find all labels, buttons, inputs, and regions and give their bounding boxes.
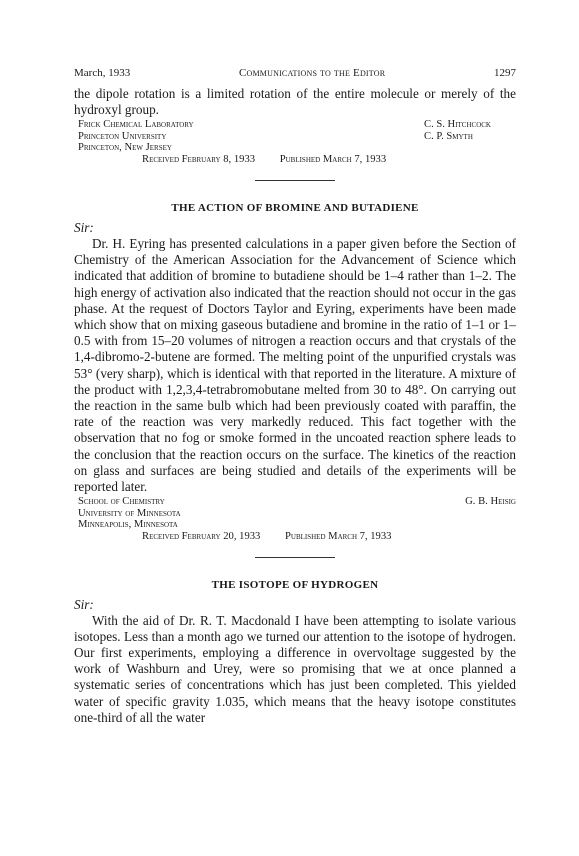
section-title: Communications to the Editor	[238, 67, 386, 79]
letter2-dates	[74, 531, 516, 543]
letter1-continuation: the dipole rotation is a limited rotation of the entire molecule or merely of the hydroxyl group.	[74, 86, 516, 118]
running-head	[74, 66, 516, 80]
letter2-body: Dr. H. Eyring has presented calculations in a paper given before the Section of Chemistry of the American Association for the Advancement of Science which indicated that addition of bromine to butadiene should be 1–4 rather than 1–2. The high energy of activation also indicated that the reaction should not occur in the gas phase. At the request of Doctors Taylor and Eyring, experiments have been made which show that on mixing gaseous butadiene and bromine in the ratio of 1–1 or 1–0.5 with from 15–20 volumes of nitrogen a reaction occurs and that crystals of the 1,4-dibromo-2-butene are formed. The melting point of the unpurified crystals was 53° (very sharp), which is identical with that reported in the literature. A mixture of the product with 1,2,3,4-tetrabromobutane melted from 30 to 48°. On carrying out the reaction in the same bulb which had been previously coated with paraffin, the rate of the reaction was very markedly reduced. This fact together with the observation that no fog or smoke formed in the uncoated reaction sphere leads to the conclusion that the reaction occurs on the surface. The kinetics of the reaction on glass and surfaces are being studied and details of the experiments will be reported later.	[74, 235, 516, 494]
affiliation-row	[74, 508, 516, 520]
page-number: 1297	[494, 67, 516, 79]
issue-date: March, 1933	[74, 67, 131, 79]
affiliation-line: Princeton University	[78, 130, 167, 142]
author-name: C. P. Smyth	[424, 130, 473, 142]
affiliation-line: Princeton, New Jersey	[78, 142, 172, 154]
letter2-signature-block	[74, 496, 516, 543]
affiliation-line: School of Chemistry	[78, 496, 165, 508]
author-name: C. S. Hitchcock	[424, 119, 491, 131]
letter1-dates	[74, 154, 516, 166]
letter2-title: THE ACTION OF BROMINE AND BUTADIENE	[171, 201, 419, 214]
author-name: G. B. Heisig	[465, 496, 516, 508]
affiliation-line: Minneapolis, Minnesota	[78, 519, 178, 531]
section-divider	[255, 180, 335, 181]
received-date: Received February 8, 1933	[142, 153, 256, 165]
published-date: Published March 7, 1933	[285, 530, 392, 542]
affiliation-row	[74, 131, 516, 143]
section-divider	[255, 557, 335, 558]
received-date: Received February 20, 1933	[142, 530, 261, 542]
letter3-body: With the aid of Dr. R. T. Macdonald I have been attempting to isolate various isotopes. Less than a month ago we turned our attention to the isotope of hydrogen. Our first experiments, employing a difference in overvoltage suggested by the work of Washburn and Urey, were so promising that we at once planned a systematic series of concentrations which has just been completed. This yielded water of specific gravity 1.035, which means that the heavy isotope constitutes one-third of all the water	[74, 612, 516, 725]
affiliation-row	[74, 519, 516, 531]
published-date: Published March 7, 1933	[279, 153, 387, 165]
letter3-salutation: Sir:	[74, 596, 94, 612]
affiliation-line: University of Minnesota	[78, 507, 181, 519]
letter3-title: THE ISOTOPE OF HYDROGEN	[211, 578, 379, 591]
journal-page	[74, 66, 516, 726]
letter1-signature-block	[74, 119, 516, 166]
affiliation-row	[74, 119, 516, 131]
affiliation-row	[74, 496, 516, 508]
affiliation-row	[74, 142, 516, 154]
letter2-salutation: Sir:	[74, 219, 94, 235]
affiliation-line: Frick Chemical Laboratory	[78, 119, 194, 131]
